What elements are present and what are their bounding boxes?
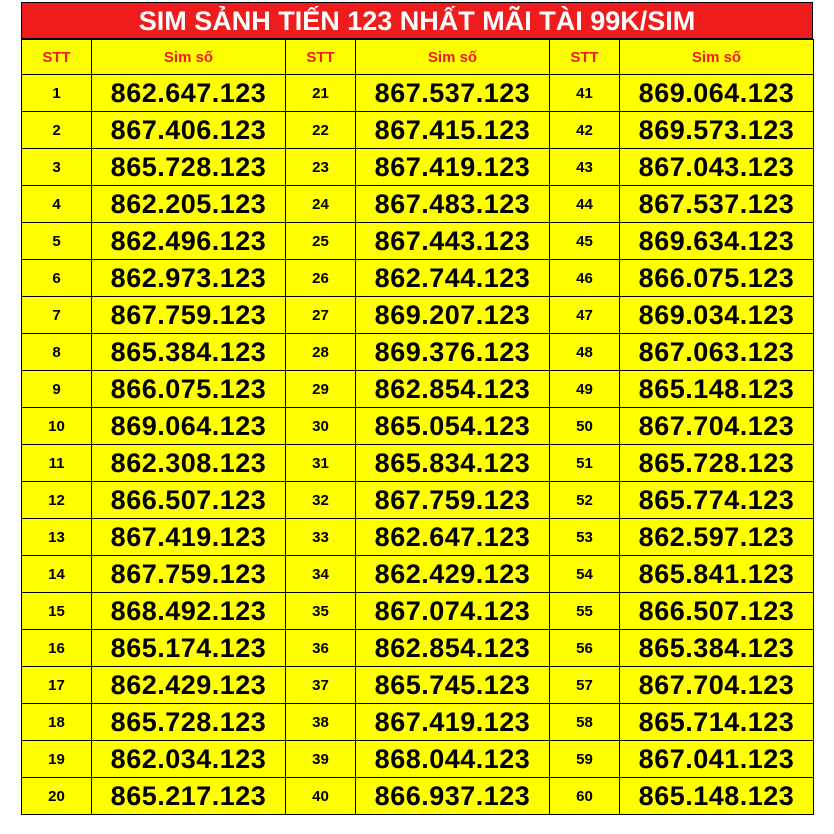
row-index-cell: 29 [286, 371, 356, 408]
sim-number-cell: 862.647.123 [356, 519, 550, 556]
sim-number-cell: 868.044.123 [356, 741, 550, 778]
sim-number-cell: 869.034.123 [620, 297, 814, 334]
table-row [22, 149, 814, 186]
table-row [22, 593, 814, 630]
sim-number-cell: 862.205.123 [92, 186, 286, 223]
row-index-cell: 25 [286, 223, 356, 260]
row-index-cell: 7 [22, 297, 92, 334]
sim-number-cell: 867.759.123 [356, 482, 550, 519]
row-index-cell: 40 [286, 778, 356, 815]
sim-number-cell: 862.034.123 [92, 741, 286, 778]
table-row [22, 556, 814, 593]
table-row [22, 260, 814, 297]
sim-number-cell: 865.834.123 [356, 445, 550, 482]
sim-table [21, 39, 814, 815]
sim-number-cell: 862.429.123 [92, 667, 286, 704]
row-index-cell: 51 [550, 445, 620, 482]
sim-number-cell: 862.308.123 [92, 445, 286, 482]
sim-number-cell: 862.647.123 [92, 75, 286, 112]
sim-number-cell: 867.406.123 [92, 112, 286, 149]
row-index-cell: 36 [286, 630, 356, 667]
table-row [22, 223, 814, 260]
header-sim-number: Sim số [620, 40, 814, 75]
header-row [22, 40, 814, 75]
sim-number-cell: 867.759.123 [92, 556, 286, 593]
table-row [22, 112, 814, 149]
sim-number-cell: 867.537.123 [356, 75, 550, 112]
row-index-cell: 46 [550, 260, 620, 297]
sim-number-cell: 866.507.123 [92, 482, 286, 519]
row-index-cell: 13 [22, 519, 92, 556]
row-index-cell: 58 [550, 704, 620, 741]
row-index-cell: 42 [550, 112, 620, 149]
table-row [22, 482, 814, 519]
row-index-cell: 39 [286, 741, 356, 778]
sim-number-cell: 867.419.123 [92, 519, 286, 556]
row-index-cell: 8 [22, 334, 92, 371]
row-index-cell: 28 [286, 334, 356, 371]
header-stt: STT [550, 40, 620, 75]
row-index-cell: 6 [22, 260, 92, 297]
sim-number-cell: 869.376.123 [356, 334, 550, 371]
row-index-cell: 15 [22, 593, 92, 630]
row-index-cell: 60 [550, 778, 620, 815]
table-row [22, 778, 814, 815]
sim-number-cell: 867.063.123 [620, 334, 814, 371]
row-index-cell: 21 [286, 75, 356, 112]
row-index-cell: 49 [550, 371, 620, 408]
row-index-cell: 47 [550, 297, 620, 334]
row-index-cell: 23 [286, 149, 356, 186]
row-index-cell: 1 [22, 75, 92, 112]
sim-number-cell: 867.419.123 [356, 704, 550, 741]
sim-number-cell: 865.728.123 [92, 704, 286, 741]
header-stt: STT [286, 40, 356, 75]
sim-number-cell: 869.064.123 [92, 408, 286, 445]
sim-number-cell: 862.854.123 [356, 371, 550, 408]
table-row [22, 704, 814, 741]
row-index-cell: 27 [286, 297, 356, 334]
row-index-cell: 5 [22, 223, 92, 260]
sim-number-cell: 865.384.123 [92, 334, 286, 371]
sim-number-cell: 862.854.123 [356, 630, 550, 667]
table-row [22, 741, 814, 778]
sim-number-cell: 862.973.123 [92, 260, 286, 297]
sim-number-cell: 867.415.123 [356, 112, 550, 149]
sim-number-cell: 867.483.123 [356, 186, 550, 223]
sim-price-sheet [21, 2, 813, 832]
sim-number-cell: 867.704.123 [620, 408, 814, 445]
row-index-cell: 54 [550, 556, 620, 593]
row-index-cell: 43 [550, 149, 620, 186]
sim-number-cell: 865.054.123 [356, 408, 550, 445]
sim-number-cell: 862.744.123 [356, 260, 550, 297]
sim-number-cell: 866.075.123 [92, 371, 286, 408]
sim-number-cell: 869.207.123 [356, 297, 550, 334]
table-row [22, 408, 814, 445]
sim-number-cell: 862.429.123 [356, 556, 550, 593]
sim-number-cell: 866.937.123 [356, 778, 550, 815]
row-index-cell: 34 [286, 556, 356, 593]
sim-number-cell: 866.075.123 [620, 260, 814, 297]
sim-number-cell: 865.714.123 [620, 704, 814, 741]
row-index-cell: 30 [286, 408, 356, 445]
sim-number-cell: 862.597.123 [620, 519, 814, 556]
table-row [22, 334, 814, 371]
row-index-cell: 55 [550, 593, 620, 630]
row-index-cell: 17 [22, 667, 92, 704]
row-index-cell: 12 [22, 482, 92, 519]
table-row [22, 519, 814, 556]
row-index-cell: 26 [286, 260, 356, 297]
row-index-cell: 3 [22, 149, 92, 186]
row-index-cell: 11 [22, 445, 92, 482]
row-index-cell: 24 [286, 186, 356, 223]
header-sim-number: Sim số [356, 40, 550, 75]
sim-number-cell: 869.634.123 [620, 223, 814, 260]
sheet-title: SIM SẢNH TIẾN 123 NHẤT MÃI TÀI 99K/SIM [21, 2, 813, 39]
row-index-cell: 4 [22, 186, 92, 223]
row-index-cell: 38 [286, 704, 356, 741]
row-index-cell: 59 [550, 741, 620, 778]
table-row [22, 186, 814, 223]
row-index-cell: 20 [22, 778, 92, 815]
sim-number-cell: 867.759.123 [92, 297, 286, 334]
sim-number-cell: 865.148.123 [620, 371, 814, 408]
row-index-cell: 9 [22, 371, 92, 408]
row-index-cell: 33 [286, 519, 356, 556]
row-index-cell: 35 [286, 593, 356, 630]
row-index-cell: 18 [22, 704, 92, 741]
row-index-cell: 37 [286, 667, 356, 704]
table-row [22, 297, 814, 334]
table-row [22, 445, 814, 482]
sim-number-cell: 867.704.123 [620, 667, 814, 704]
sim-number-cell: 865.728.123 [92, 149, 286, 186]
sim-number-cell: 869.064.123 [620, 75, 814, 112]
sim-number-cell: 865.841.123 [620, 556, 814, 593]
sim-number-cell: 865.745.123 [356, 667, 550, 704]
sim-number-cell: 862.496.123 [92, 223, 286, 260]
header-stt: STT [22, 40, 92, 75]
sim-number-cell: 867.074.123 [356, 593, 550, 630]
sim-number-cell: 865.774.123 [620, 482, 814, 519]
row-index-cell: 41 [550, 75, 620, 112]
row-index-cell: 53 [550, 519, 620, 556]
row-index-cell: 48 [550, 334, 620, 371]
table-row [22, 630, 814, 667]
sim-number-cell: 865.217.123 [92, 778, 286, 815]
sim-number-cell: 865.728.123 [620, 445, 814, 482]
row-index-cell: 56 [550, 630, 620, 667]
sim-number-cell: 867.041.123 [620, 741, 814, 778]
sim-number-cell: 865.384.123 [620, 630, 814, 667]
table-row [22, 371, 814, 408]
sim-number-cell: 868.492.123 [92, 593, 286, 630]
sim-number-cell: 867.419.123 [356, 149, 550, 186]
row-index-cell: 2 [22, 112, 92, 149]
sim-number-cell: 865.148.123 [620, 778, 814, 815]
row-index-cell: 50 [550, 408, 620, 445]
sim-number-cell: 867.043.123 [620, 149, 814, 186]
row-index-cell: 57 [550, 667, 620, 704]
row-index-cell: 22 [286, 112, 356, 149]
sim-number-cell: 867.443.123 [356, 223, 550, 260]
header-sim-number: Sim số [92, 40, 286, 75]
row-index-cell: 44 [550, 186, 620, 223]
sim-number-cell: 867.537.123 [620, 186, 814, 223]
row-index-cell: 52 [550, 482, 620, 519]
table-row [22, 667, 814, 704]
row-index-cell: 45 [550, 223, 620, 260]
sim-number-cell: 865.174.123 [92, 630, 286, 667]
row-index-cell: 19 [22, 741, 92, 778]
sim-number-cell: 869.573.123 [620, 112, 814, 149]
row-index-cell: 14 [22, 556, 92, 593]
sim-number-cell: 866.507.123 [620, 593, 814, 630]
row-index-cell: 32 [286, 482, 356, 519]
row-index-cell: 10 [22, 408, 92, 445]
row-index-cell: 31 [286, 445, 356, 482]
table-row [22, 75, 814, 112]
row-index-cell: 16 [22, 630, 92, 667]
